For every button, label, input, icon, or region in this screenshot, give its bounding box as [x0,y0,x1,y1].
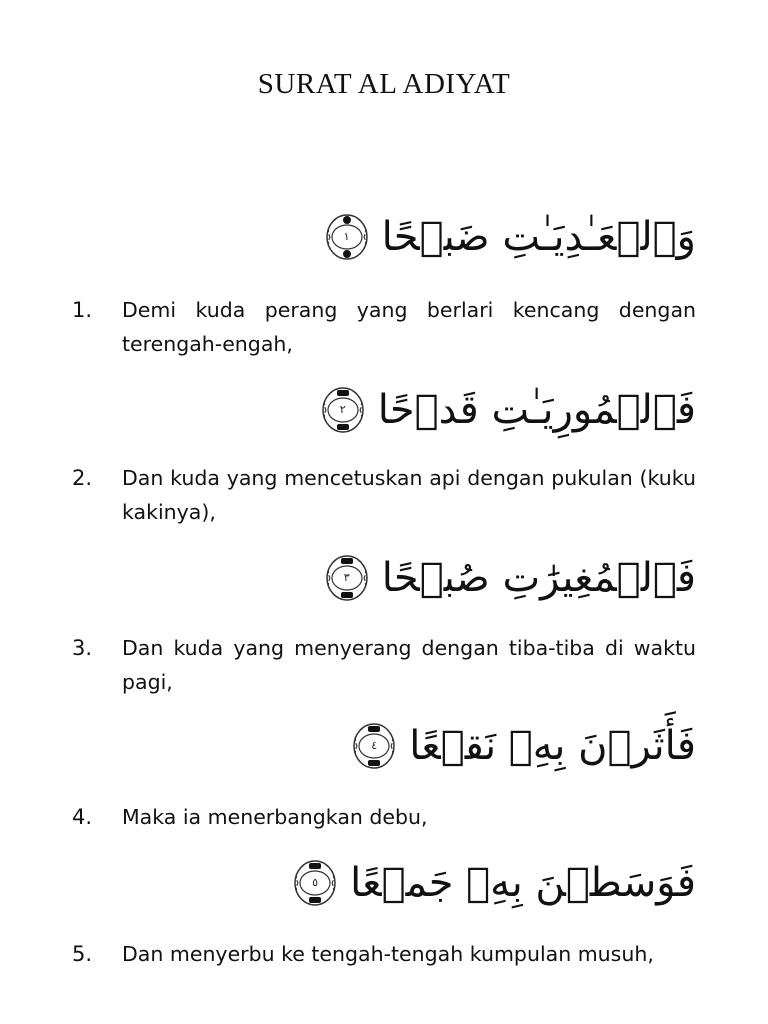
verse-number: 1. [72,298,93,322]
translation-3 [72,631,696,699]
verse-translation: Maka ia menerbangkan debu, [122,805,428,829]
ayah-end-marker-icon [290,855,340,911]
translation-1 [72,293,696,361]
verse-number: 3. [72,636,93,660]
ayah-3 [322,548,696,608]
translation-2 [72,461,696,529]
ayah-arabic-text: فَأَثَرۡنَ بِهِۦ نَقۡعًا [409,723,696,769]
verse-translation: Dan kuda yang mencetuskan api dengan pukulan (kuku kakinya), [122,466,696,524]
ayah-number: ٥ [312,876,319,889]
verse-translation: Demi kuda perang yang berlari kencang dengan terengah-engah, [122,298,696,356]
translation-4 [72,800,696,834]
ayah-end-marker-icon [322,550,372,606]
verse-number: 4. [72,805,93,829]
verse-translation: Dan menyerbu ke tengah-tengah kumpulan musuh, [122,942,654,966]
ayah-number: ٤ [371,739,378,752]
verse-translation: Dan kuda yang menyerang dengan tiba-tiba di waktu pagi, [122,636,696,694]
ayah-arabic-text: فَٱلۡمُغِيرَٰتِ صُبۡحًا [381,555,696,601]
ayah-1 [322,207,696,267]
ayah-number: ٣ [343,571,350,584]
ayah-arabic-text: فَوَسَطۡنَ بِهِۦ جَمۡعًا [350,860,696,906]
page-title: SURAT AL ADIYAT [257,68,511,100]
ayah-number: ١ [343,230,350,243]
ayah-2 [318,380,696,440]
ayah-end-marker-icon [349,718,399,774]
ayah-end-marker-icon [322,209,372,265]
translation-5 [72,937,696,971]
ayah-end-marker-icon [318,382,368,438]
ayah-5 [290,853,696,913]
ayah-number: ٢ [339,403,346,416]
ayah-arabic-text: وَٱلۡعَـٰدِيَـٰتِ ضَبۡحًا [381,214,696,260]
verse-number: 5. [72,942,93,966]
verse-number: 2. [72,466,93,490]
ayah-4 [349,716,696,776]
ayah-arabic-text: فَٱلۡمُورِيَـٰتِ قَدۡحًا [377,387,696,433]
